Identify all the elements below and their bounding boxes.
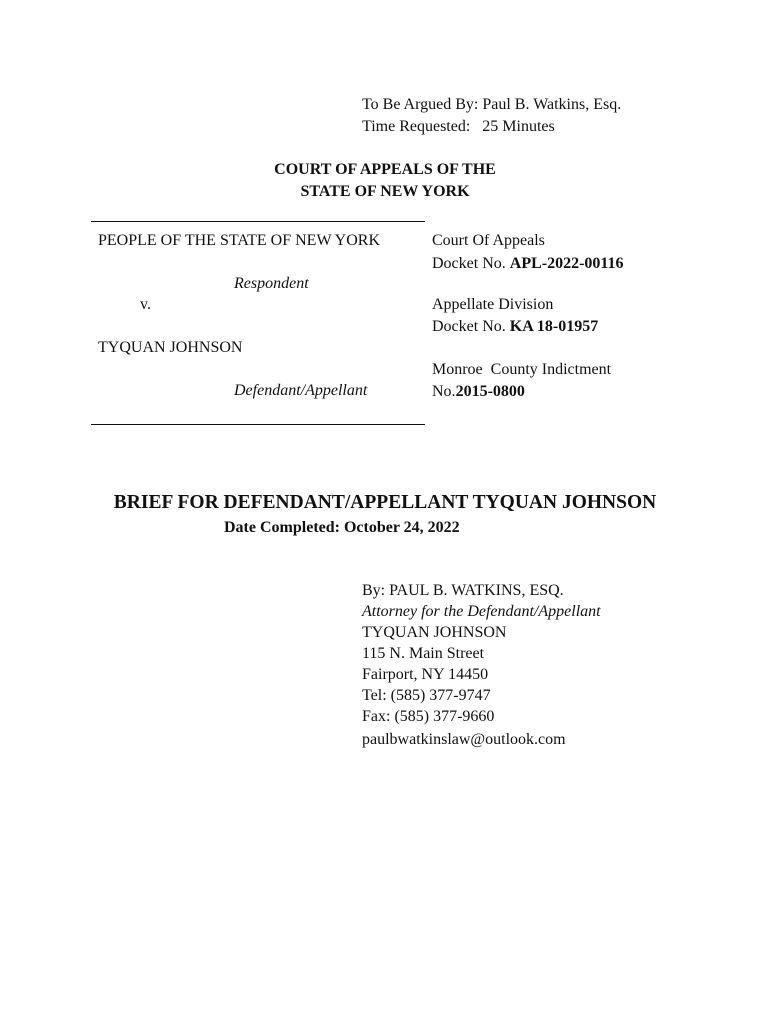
attorney-city: Fairport, NY 14450 [362,666,489,683]
indictment-label: Monroe County Indictment [432,361,612,378]
time-requested: Time Requested: 25 Minutes [362,118,555,135]
argued-by: To Be Argued By: Paul B. Watkins, Esq. [362,96,622,113]
court-title-line1: COURT OF APPEALS OF THE [274,161,496,178]
ad-docket [432,316,598,337]
attorney-tel: Tel: (585) 377-9747 [362,687,491,704]
attorney-fax: Fax: (585) 377-9660 [362,708,495,725]
attorney-client: TYQUAN JOHNSON [362,624,507,641]
plaintiff-name: PEOPLE OF THE STATE OF NEW YORK [98,232,380,249]
ad-docket-label: Appellate Division [432,296,554,313]
attorney-by: By: PAUL B. WATKINS, ESQ. [362,582,564,599]
attorney-email: paulbwatkinslaw@outlook.com [362,731,566,748]
coa-docket-number: APL-2022-00116 [509,255,624,272]
caption-top-rule [91,221,425,222]
attorney-role: Attorney for the Defendant/Appellant [362,603,601,620]
coa-docket-label: Court Of Appeals [432,232,545,249]
coa-docket [432,253,624,274]
plaintiff-role: Respondent [234,275,309,292]
defendant-role: Defendant/Appellant [234,382,368,399]
attorney-street: 115 N. Main Street [362,645,485,662]
versus: v. [140,296,151,313]
indictment-prefix: No. [432,383,456,400]
ad-docket-number: KA 18-01957 [509,318,599,335]
defendant-name: TYQUAN JOHNSON [98,339,243,356]
brief-title: BRIEF FOR DEFENDANT/APPELLANT TYQUAN JOHNSON [113,492,657,513]
date-completed: Date Completed: October 24, 2022 [224,519,460,536]
coa-docket-prefix: Docket No. [432,255,510,272]
ad-docket-prefix: Docket No. [432,318,510,335]
caption-bottom-rule [91,424,425,425]
indictment-number-line [432,381,525,402]
indictment-number: 2015-0800 [455,383,525,400]
court-title-line2: STATE OF NEW YORK [300,183,470,200]
